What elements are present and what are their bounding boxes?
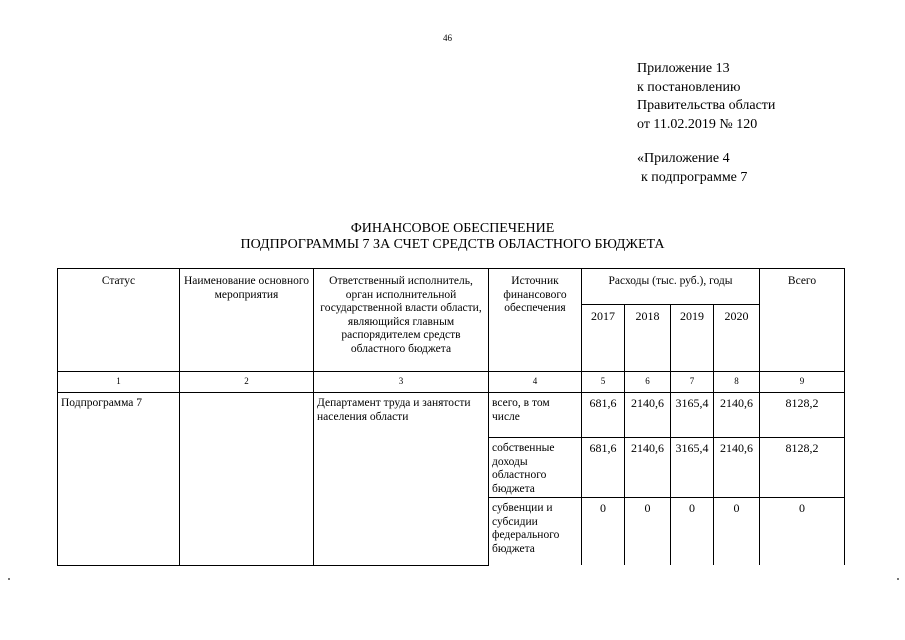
document-title (0, 221, 905, 253)
column-number: 6 (625, 372, 671, 393)
appendix-block (637, 60, 775, 187)
value-cell: 2140,6 (714, 438, 760, 498)
header-executor: Ответственный исполнитель, орган исполнительной государственной власти области, являющийся главным распорядителем средств областного бюджета (314, 269, 489, 372)
source-cell: субвенции и субсидии федерального бюджета (489, 498, 582, 566)
header-total: Всего (760, 269, 845, 372)
executor-cell: Департамент труда и занятости населения области (314, 393, 489, 566)
header-expenses: Расходы (тыс. руб.), годы (582, 269, 760, 305)
appendix-line: от 11.02.2019 № 120 (637, 116, 758, 132)
column-number: 4 (489, 372, 582, 393)
value-cell: 0 (714, 498, 760, 566)
appendix-line: Правительства области (637, 98, 776, 113)
appendix-line: Приложение 13 (637, 61, 730, 76)
header-year: 2018 (625, 305, 671, 372)
value-cell: 0 (582, 498, 625, 566)
source-cell: собственные доходы областного бюджета (489, 438, 582, 498)
budget-table (57, 268, 845, 566)
value-cell: 2140,6 (714, 393, 760, 438)
total-cell: 0 (760, 498, 845, 566)
header-year: 2020 (714, 305, 760, 372)
column-number: 5 (582, 372, 625, 393)
header-source: Источник финансового обеспечения (489, 269, 582, 372)
header-measure: Наименование основного мероприятия (180, 269, 314, 372)
header-row (58, 269, 845, 305)
measure-cell (180, 393, 314, 566)
column-number-row (58, 372, 845, 393)
page-number: 46 (443, 33, 452, 43)
value-cell: 0 (625, 498, 671, 566)
value-cell: 3165,4 (671, 393, 714, 438)
spacer (637, 134, 775, 150)
appendix-sub-line: «Приложение 4 (637, 151, 730, 166)
value-cell: 3165,4 (671, 438, 714, 498)
value-cell: 681,6 (582, 438, 625, 498)
table-row (58, 393, 845, 438)
column-number: 3 (314, 372, 489, 393)
appendix-sub-line: к подпрограмме 7 (641, 169, 748, 185)
source-cell: всего, в том числе (489, 393, 582, 438)
status-cell: Подпрограмма 7 (58, 393, 180, 566)
value-cell: 2140,6 (625, 438, 671, 498)
header-year: 2019 (671, 305, 714, 372)
column-number: 8 (714, 372, 760, 393)
value-cell: 0 (671, 498, 714, 566)
column-number: 1 (58, 372, 180, 393)
title-line-1: ФИНАНСОВОЕ ОБЕСПЕЧЕНИЕ (350, 221, 555, 236)
column-number: 2 (180, 372, 314, 393)
column-number: 9 (760, 372, 845, 393)
header-status: Статус (58, 269, 180, 372)
value-cell: 681,6 (582, 393, 625, 438)
appendix-line: к постановлению (637, 79, 741, 95)
value-cell: 2140,6 (625, 393, 671, 438)
title-line-2: ПОДПРОГРАММЫ 7 ЗА СЧЕТ СРЕДСТВ ОБЛАСТНОГО БЮДЖЕТА (240, 237, 665, 252)
column-number: 7 (671, 372, 714, 393)
scan-mark (8, 578, 10, 580)
total-cell: 8128,2 (760, 438, 845, 498)
scan-mark (897, 578, 899, 580)
total-cell: 8128,2 (760, 393, 845, 438)
header-year: 2017 (582, 305, 625, 372)
